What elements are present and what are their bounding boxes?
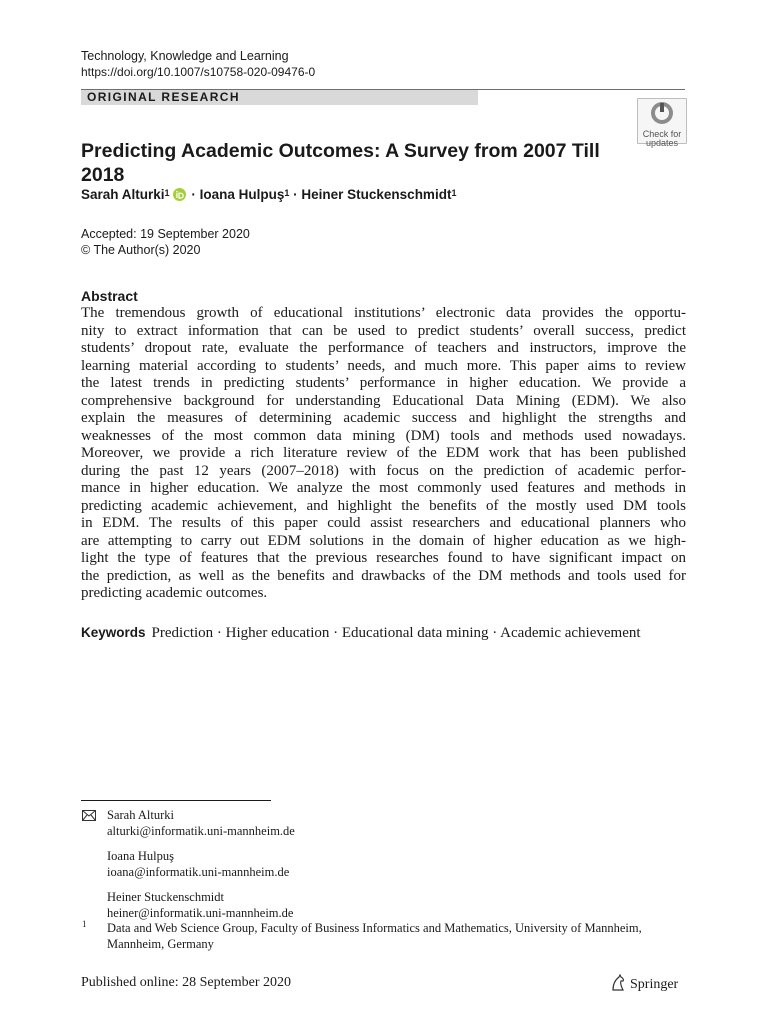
copyright: © The Author(s) 2020 <box>81 243 201 257</box>
abstract-line: the latest trends in predicting students’ performance in higher education. We provide a <box>81 375 686 391</box>
abstract-line: predicting academic outcomes. <box>81 585 268 601</box>
article-type: ORIGINAL RESEARCH <box>87 90 240 104</box>
contact-email[interactable]: alturki@informatik.uni-mannheim.de <box>107 823 295 838</box>
contact-list <box>81 808 295 931</box>
abstract-line: light the type of features that the previous researches found to have significant impact on <box>81 550 686 566</box>
envelope-icon <box>82 810 96 821</box>
abstract-line: Moreover, we provide a rich literature review of the EDM work that has been published <box>81 445 686 461</box>
author-list <box>81 185 456 205</box>
contact-email[interactable]: ioana@informatik.uni-mannheim.de <box>107 864 290 879</box>
affiliation-number: 1 <box>82 919 87 929</box>
abstract-line: explain the measures of determining academic success and highlight the strengths and <box>81 410 686 426</box>
affiliation-text: Data and Web Science Group, Faculty of Business Informatics and Mathematics, University of Mannheim, Mannheim, Germany <box>107 921 642 951</box>
abstract-line: comprehensive background for understanding Educational Data Mining (EDM). We also <box>81 392 686 409</box>
footnote-rule <box>81 800 271 801</box>
keywords <box>81 624 686 642</box>
header-rule <box>478 89 685 90</box>
check-updates-line1: Check for <box>642 129 682 139</box>
author-1[interactable]: Sarah Alturki$^1$ <box>81 187 170 202</box>
contact-entry <box>81 849 295 880</box>
abstract-line: the prediction, as well as the benefits and drawbacks of the DM methods and tools used for <box>81 567 686 584</box>
accepted-date: Accepted: 19 September 2020 <box>81 227 250 241</box>
doi-link[interactable]: https://doi.org/10.1007/s10758-020-09476-0 <box>81 65 316 79</box>
article-dates <box>81 226 250 258</box>
article-title: Predicting Academic Outcomes: A Survey from 2007 Till 2018 <box>81 140 600 186</box>
abstract-line: predicting academic achievement, and highlight the benefits of the mostly used DM tools <box>81 497 686 514</box>
contact-name: Sarah Alturki <box>107 808 175 822</box>
author-separator: · <box>293 187 298 202</box>
abstract-line: during the past 12 years (2007–2018) with focus on the prediction of academic perfor- <box>81 462 686 479</box>
abstract-line: students’ dropout rate, evaluate the performance of teachers and instructors, improve the <box>81 340 686 356</box>
abstract-line: weaknesses of the most common data mining (DM) tools and methods used nowadays. <box>81 427 686 444</box>
publisher-logo <box>610 974 678 993</box>
contact-name: Heiner Stuckenschmidt <box>107 890 224 904</box>
keywords-label: Keywords <box>81 625 146 640</box>
abstract-heading: Abstract <box>81 288 138 304</box>
check-updates-line2: updates <box>645 138 679 148</box>
author-separator: · <box>191 187 196 202</box>
contact-entry <box>81 890 295 921</box>
journal-header <box>81 48 315 80</box>
article-type-bar <box>81 89 478 105</box>
contact-entry <box>81 808 295 839</box>
springer-horse-icon <box>610 974 626 991</box>
contact-email[interactable]: heiner@informatik.uni-mannheim.de <box>107 905 294 920</box>
abstract-line: in EDM. The results of this paper could assist researchers and educational planners who <box>81 515 686 531</box>
abstract-line: learning material according to students’ needs, and much more. This paper aims to review <box>81 357 686 374</box>
author-3[interactable]: Heiner Stuckenschmidt$^1$ <box>301 187 457 202</box>
abstract-body <box>81 305 686 603</box>
abstract-line: mance in higher education. We analyze the most commonly used features and methods in <box>81 480 686 496</box>
journal-name: Technology, Knowledge and Learning <box>81 49 289 63</box>
published-online: Published online: 28 September 2020 <box>81 975 291 990</box>
check-for-updates-badge[interactable] <box>637 98 687 148</box>
check-updates-icon <box>649 101 675 125</box>
abstract-line: nity to extract information that can be used to predict students’ overall success, predict <box>81 322 686 339</box>
author-2[interactable]: Ioana Hulpuş$^1$ <box>199 187 290 202</box>
orcid-icon[interactable] <box>173 188 186 201</box>
abstract-line: are attempting to carry out EDM solutions in the domain of higher education as we high- <box>81 532 686 549</box>
affiliation <box>81 921 686 952</box>
contact-name: Ioana Hulpuş <box>107 849 174 863</box>
publisher-name: Springer <box>630 977 679 992</box>
abstract-line: The tremendous growth of educational institutions’ electronic data provides the opportu- <box>81 305 686 321</box>
keywords-text: Prediction · Higher education · Educational data mining · Academic achievement <box>151 625 641 641</box>
